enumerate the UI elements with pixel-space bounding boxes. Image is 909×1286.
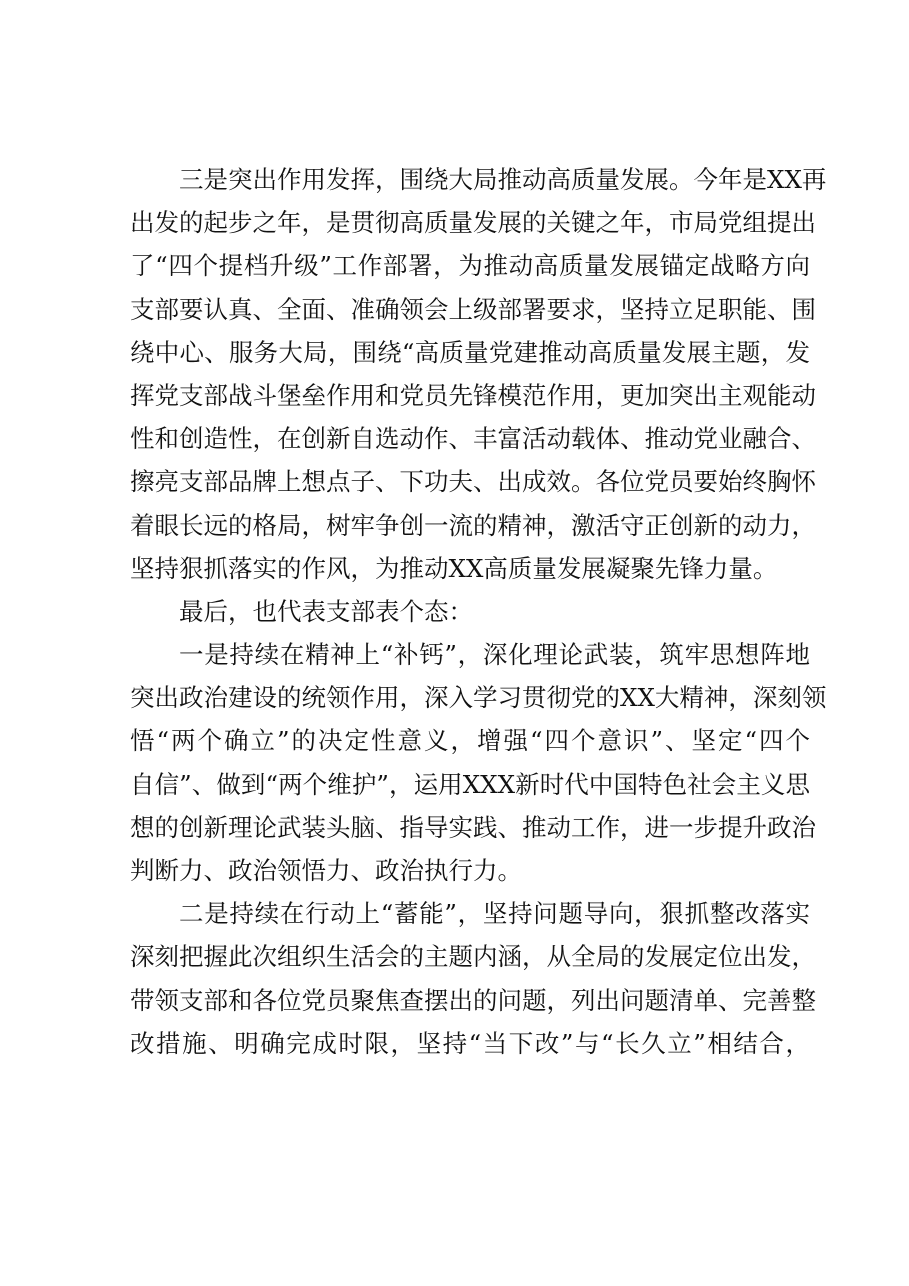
text-line: 突出政治建设的统领作用，深入学习贯彻党的XX大精神，深刻领 [130,683,827,713]
text-line: 擦亮支部品牌上想点子、下功夫、出成效。各位党员要始终胸怀 [130,467,816,497]
text-line: 一是持续在精神上“补钙”，深化理论武装，筑牢思想阵地 [179,640,810,670]
text-line: 带领支部和各位党员聚焦查摆出的问题，列出问题清单、完善整 [130,985,816,1015]
text-line: 挥党支部战斗堡垒作用和党员先锋模范作用，更加突出主观能动 [130,380,816,410]
text-line: 了“四个提档升级”工作部署，为推动高质量发展锚定战略方向 [130,251,810,281]
text-line: 绕中心、服务大局，围绕“高质量党建推动高质量发展主题，发 [130,337,810,367]
text-line: 出发的起步之年，是贯彻高质量发展的关键之年，市局党组提出 [130,208,816,238]
document-body [130,158,827,1065]
text-line: 坚持狠抓落实的作风，为推动XX高质量发展凝聚先锋力量。 [130,553,778,583]
text-line: 性和创造性，在创新自选动作、丰富活动载体、推动党业融合、 [130,424,816,454]
text-line: 二是持续在行动上“蓄能”，坚持问题导向，狠抓整改落实 [179,899,810,929]
text-line: 自信”、做到“两个维护”，运用XXX新时代中国特色社会主义思 [130,769,810,799]
text-line: 最后，也代表支部表个态： [179,596,473,626]
text-line: 悟“两个确立”的决定性意义，增强“四个意识”、坚定“四个 [130,726,810,756]
text-line: 三是突出作用发挥，围绕大局推动高质量发展。今年是XX再 [179,165,827,194]
text-line: 改措施、明确完成时限，坚持“当下改”与“长久立”相结合， [130,1028,810,1058]
text-line: 想的创新理论武装头脑、指导实践、推动工作，进一步提升政治 [130,812,816,842]
text-line: 判断力、政治领悟力、政治执行力。 [130,856,522,885]
text-line: 支部要认真、全面、准确领会上级部署要求，坚持立足职能、围 [130,294,816,324]
text-line: 着眼长远的格局，树牢争创一流的精神，激活守正创新的动力， [130,510,816,540]
text-line: 深刻把握此次组织生活会的主题内涵，从全局的发展定位出发， [130,942,816,972]
